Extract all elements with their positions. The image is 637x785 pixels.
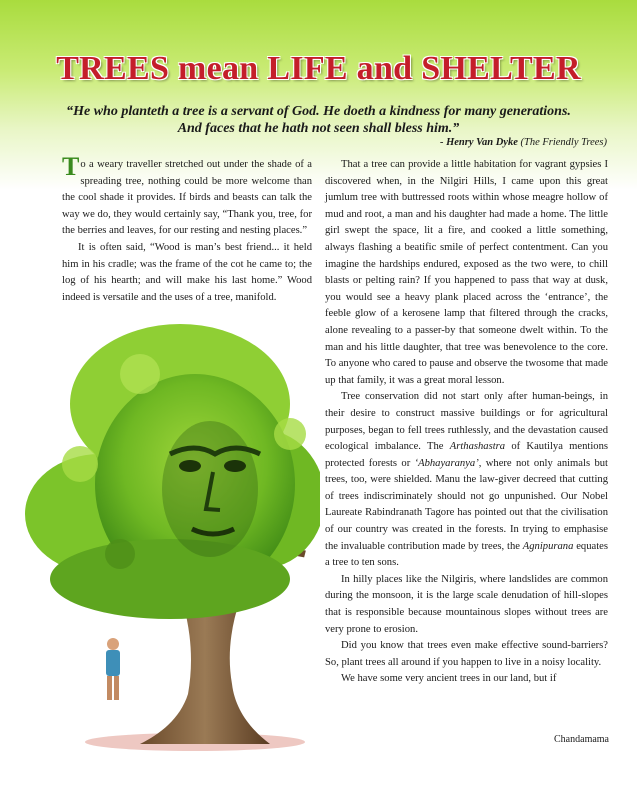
attribution-book: (The Friendly Trees) xyxy=(520,137,607,148)
agnipurana-title: Agnipurana xyxy=(522,540,574,552)
arthashastra-title: Arthashastra xyxy=(449,441,506,453)
drop-cap: T xyxy=(62,152,80,181)
right-column xyxy=(325,157,608,688)
p2-text-a: Tree conservation did not start only after human-beings, in their desire to construct massive buildings or for agricultural purposes, began to fell trees ruthlessly, and the devastation caused ecological imbalance. The xyxy=(325,391,608,453)
canopy-low xyxy=(50,539,290,619)
leaf-cluster xyxy=(120,354,160,394)
tree-face-illustration xyxy=(20,314,320,754)
epigraph-attribution xyxy=(440,137,607,148)
abhayaranya-term: ‘Abhayaranya’ xyxy=(414,457,479,469)
child-figure xyxy=(106,638,120,700)
footer-publication: Chandamama xyxy=(554,734,609,745)
attribution-author: - Henry Van Dyke xyxy=(439,137,518,148)
left-paragraph-1 xyxy=(62,152,312,240)
page-title: TREES mean LIFE and SHELTER xyxy=(56,50,581,87)
face-eye-right xyxy=(224,460,246,472)
right-paragraph-2 xyxy=(325,389,608,572)
right-paragraph-1: That a tree can provide a little habitation for vagrant gypsies I discovered when, in the Nilgiri Hills, I came upon this great jumlum tree with buttressed roots within whose meagre hollow of mud and root, a man and his daughter had made a home. The little girl swept the space, lit a fire, and cooked a little something, always flashing a beatific smile of perfect contentment. Can you imagine the hardships endured, exposed as the two were, to chill blasts or pelting rain? If you happened to pass that way at dusk, you would see a heavy plank placed across the ‘entrance’, the feeble glow of a kerosene lamp that filtered through the cracks, alone revealing to a passer-by that someone dwelt within. To the man and his little daughter, that tree was benevolence to the core. To anyone who cared to pause and observe the twosome that made up that family, it was a great moral lesson. xyxy=(325,159,608,386)
epigraph-quote: “He who planteth a tree is a servant of God. He doeth a kindness for many generations. And faces that he hath not seen shall bless him.” xyxy=(66,104,571,136)
left-column xyxy=(62,152,312,306)
p2-text-d: equates a tree to ten sons. xyxy=(325,540,609,569)
left-paragraph-2: It is often said, “Wood is man’s best friend... it held him in his cradle; was the frame of the cot he came to; the log of his hearth; and will make his last home.” Wood indeed is versatile and the uses of a tree, manifold. xyxy=(62,241,312,303)
p2-text-c: , where not only animals but trees, too, were shielded. Manu the law-giver decreed that cutting of trees indiscriminately should not go unpunished. Our Nobel Laureate Rabindranath Tagore has pointed out that the civilisation of our country was created in the forests. In trying to emphasise the invaluable contribution made by trees, the xyxy=(325,457,608,552)
right-paragraph-5: We have some very ancient trees in our land, but if xyxy=(341,673,557,685)
face-eye-left xyxy=(179,460,201,472)
leaf-cluster xyxy=(274,418,306,450)
right-paragraph-3: In hilly places like the Nilgiris, where landslides are common during the monsoon, it is the large scale denudation of hill-slopes that is responsible because mountainous slopes without trees are very prone to erosion. xyxy=(325,573,608,635)
right-paragraph-4: Did you know that trees even make effective sound-barriers? So, plant trees all around if you happen to live in a noisy locality. xyxy=(325,640,608,668)
left-paragraph-1-text: o a weary traveller stretched out under the shade of a spreading tree, nothing could be more welcome than the cool shade it provides. If birds and beasts can talk the way we do, they would certainly say, “Thank you, tree, for the berries and leaves, for our resting and nesting places.” xyxy=(62,159,312,237)
leaf-cluster xyxy=(62,446,98,482)
p2-text-b: of Kautilya mentions protected forests or xyxy=(325,441,608,469)
leaf-cluster xyxy=(105,539,135,569)
